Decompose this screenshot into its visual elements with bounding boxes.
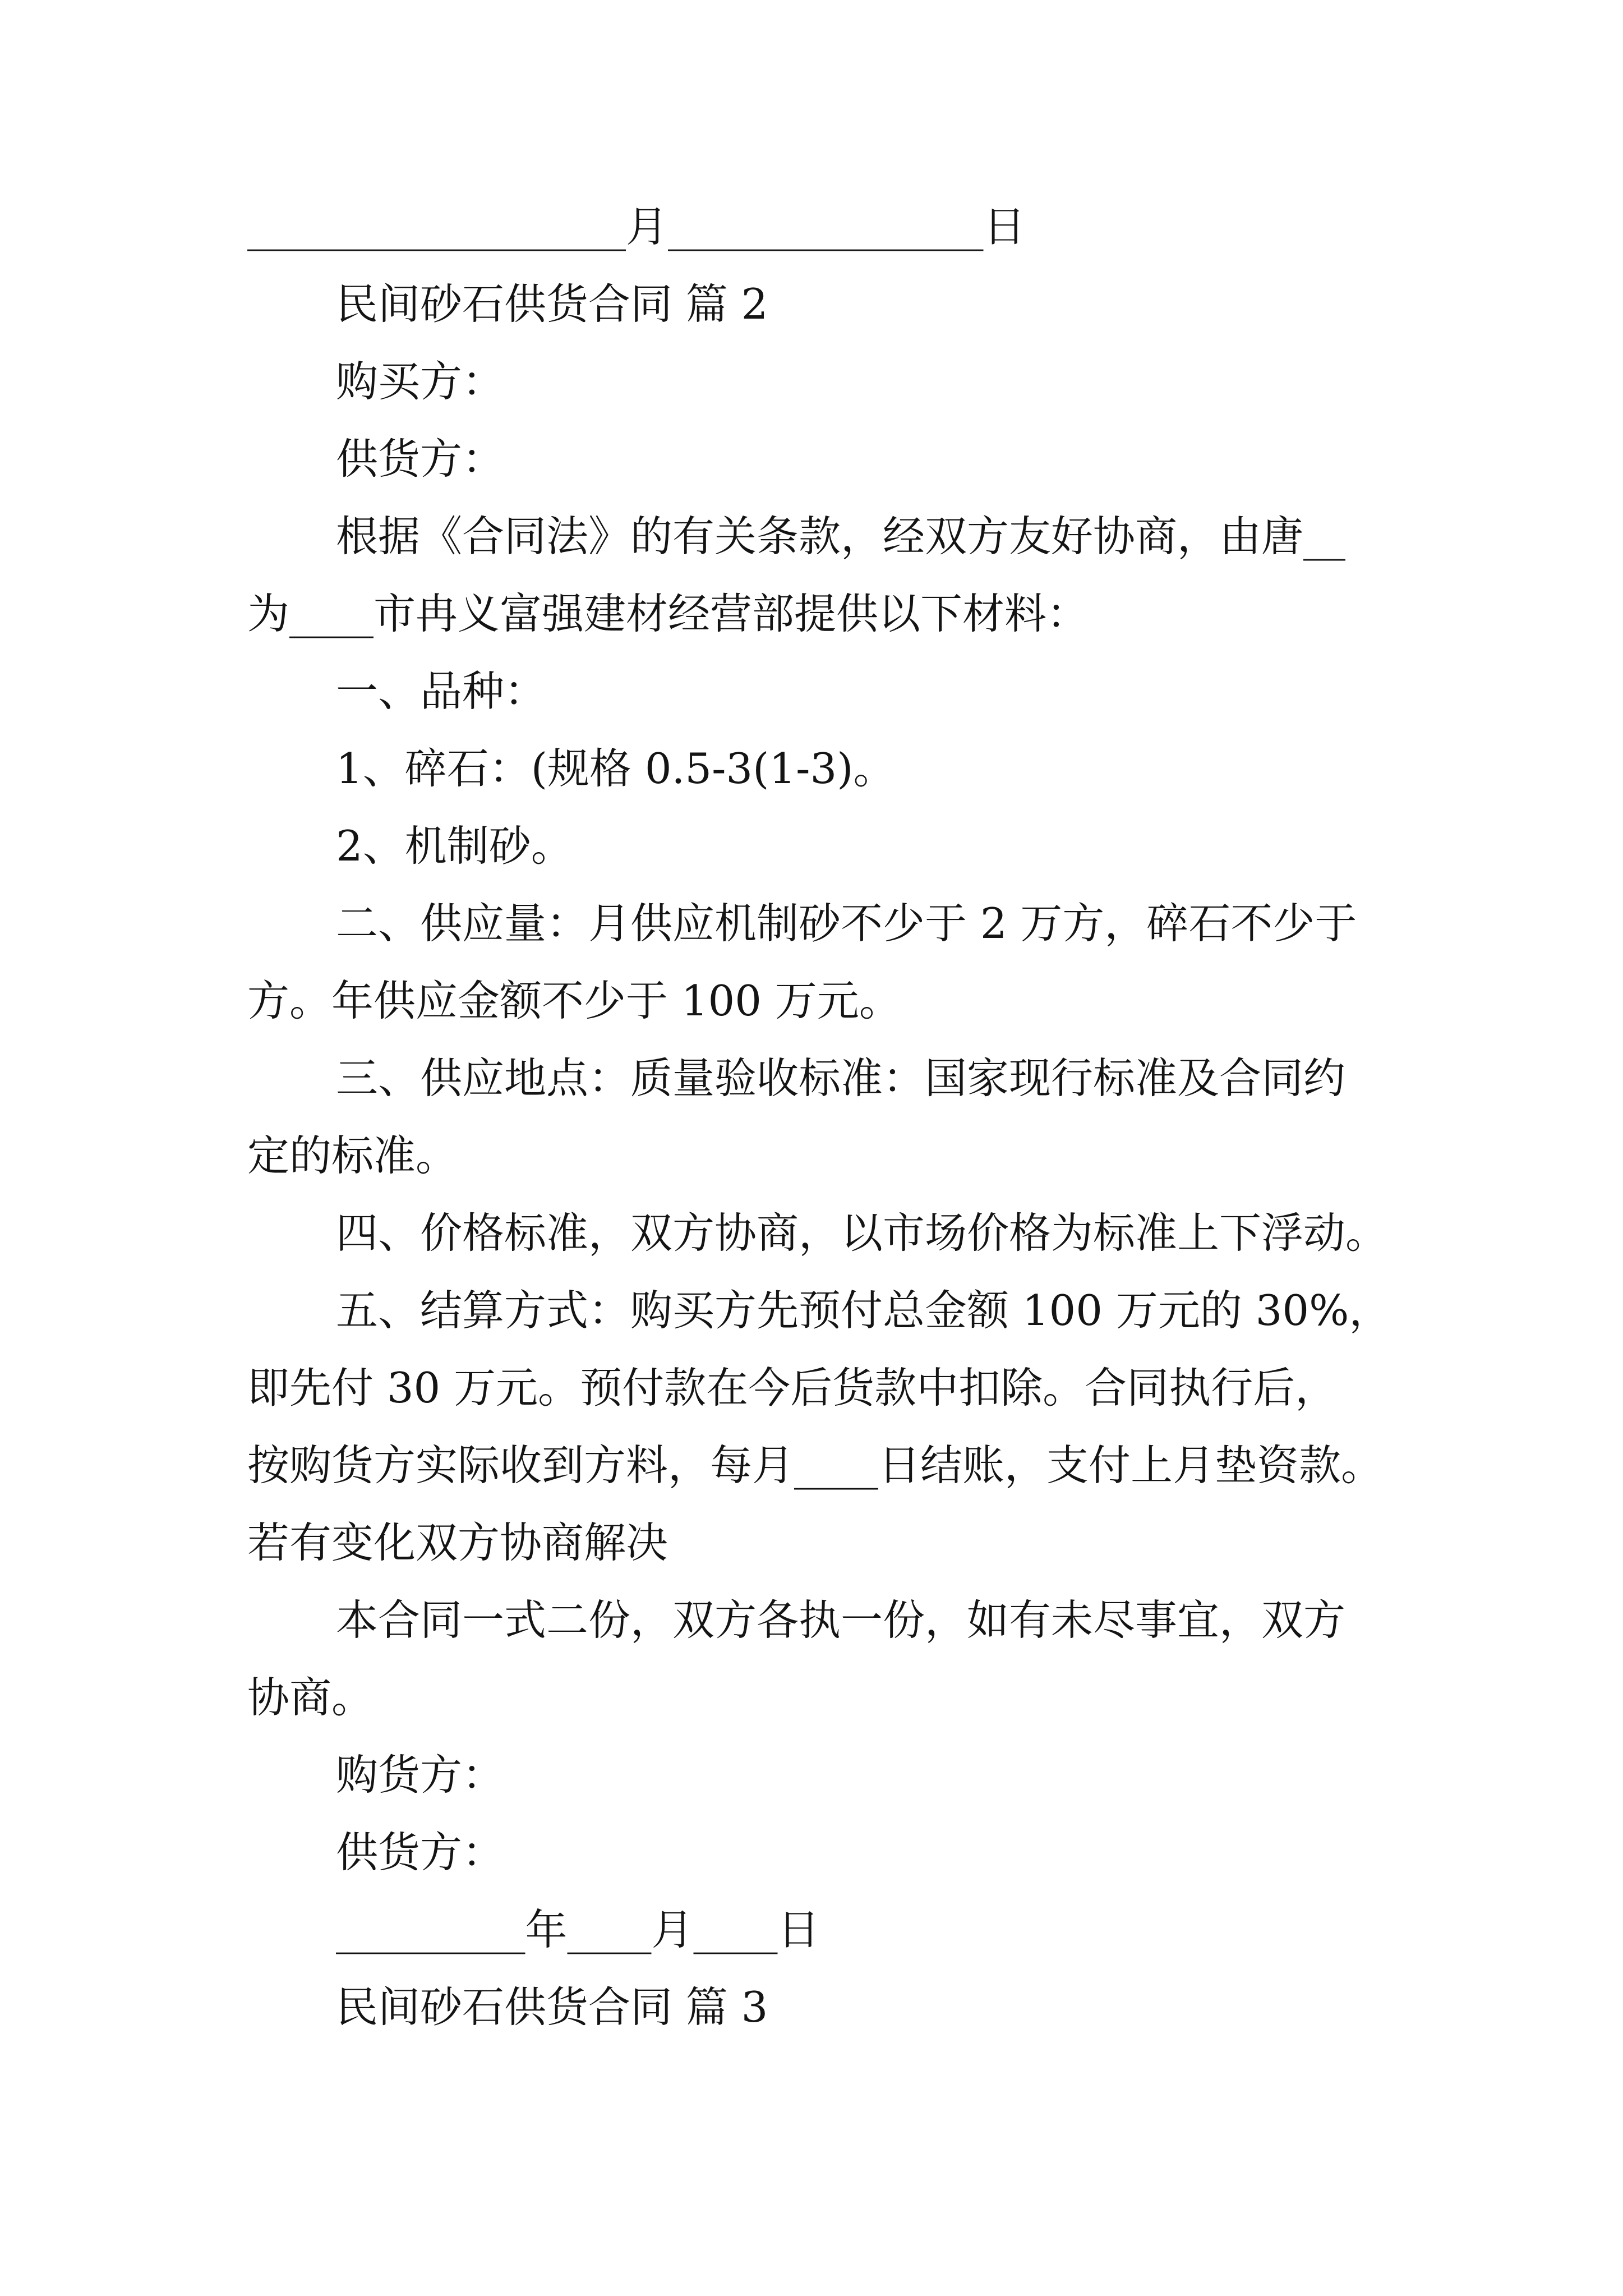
text-line: __________________月_______________日 — [247, 202, 1026, 251]
text-line: 方。年供应金额不少于 100 万元。 — [247, 976, 901, 1025]
text-line: 1、碎石：(规格 0.5-3(1-3)。 — [336, 744, 896, 793]
text-line: 按购货方实际收到方料，每月____日结账，支付上月垫资款。 — [247, 1441, 1384, 1490]
contract-text — [247, 188, 1391, 2046]
text-line: 定的标准。 — [247, 1131, 458, 1180]
text-line: 民间砂石供货合同 篇 2 — [336, 279, 768, 329]
text-line: 即先付 30 万元。预付款在今后货款中扣除。合同执行后， — [247, 1363, 1338, 1412]
text-line: _________年____月____日 — [336, 1905, 820, 1954]
text-line: 五、结算方式：购买方先预付总金额 100 万元的 30%， — [336, 1286, 1391, 1335]
text-line: 四、价格标准，双方协商，以市场价格为标准上下浮动。 — [336, 1208, 1388, 1258]
text-line: 三、供应地点：质量验收标准：国家现行标准及合同约 — [336, 1053, 1346, 1103]
text-line: 若有变化双方协商解决 — [247, 1518, 668, 1567]
text-line: 为____市冉义富强建材经营部提供以下材料： — [247, 589, 1089, 638]
text-line: 2、机制砂。 — [336, 821, 573, 871]
text-line: 供货方： — [336, 1828, 505, 1877]
text-line: 二、供应量：月供应机制砂不少于 2 万方，碎石不少于 — [336, 899, 1357, 948]
text-line: 购货方： — [336, 1750, 505, 1800]
text-line: 本合同一式二份，双方各执一份，如有未尽事宜，双方 — [336, 1595, 1346, 1645]
text-line: 购买方： — [336, 357, 505, 406]
text-line: 供货方： — [336, 434, 505, 484]
text-line: 根据《合同法》的有关条款，经双方友好协商，由唐__ — [336, 512, 1346, 561]
text-line: 协商。 — [247, 1673, 374, 1722]
text-line: 民间砂石供货合同 篇 3 — [336, 1982, 768, 2032]
text-line: 一、品种： — [336, 666, 547, 716]
